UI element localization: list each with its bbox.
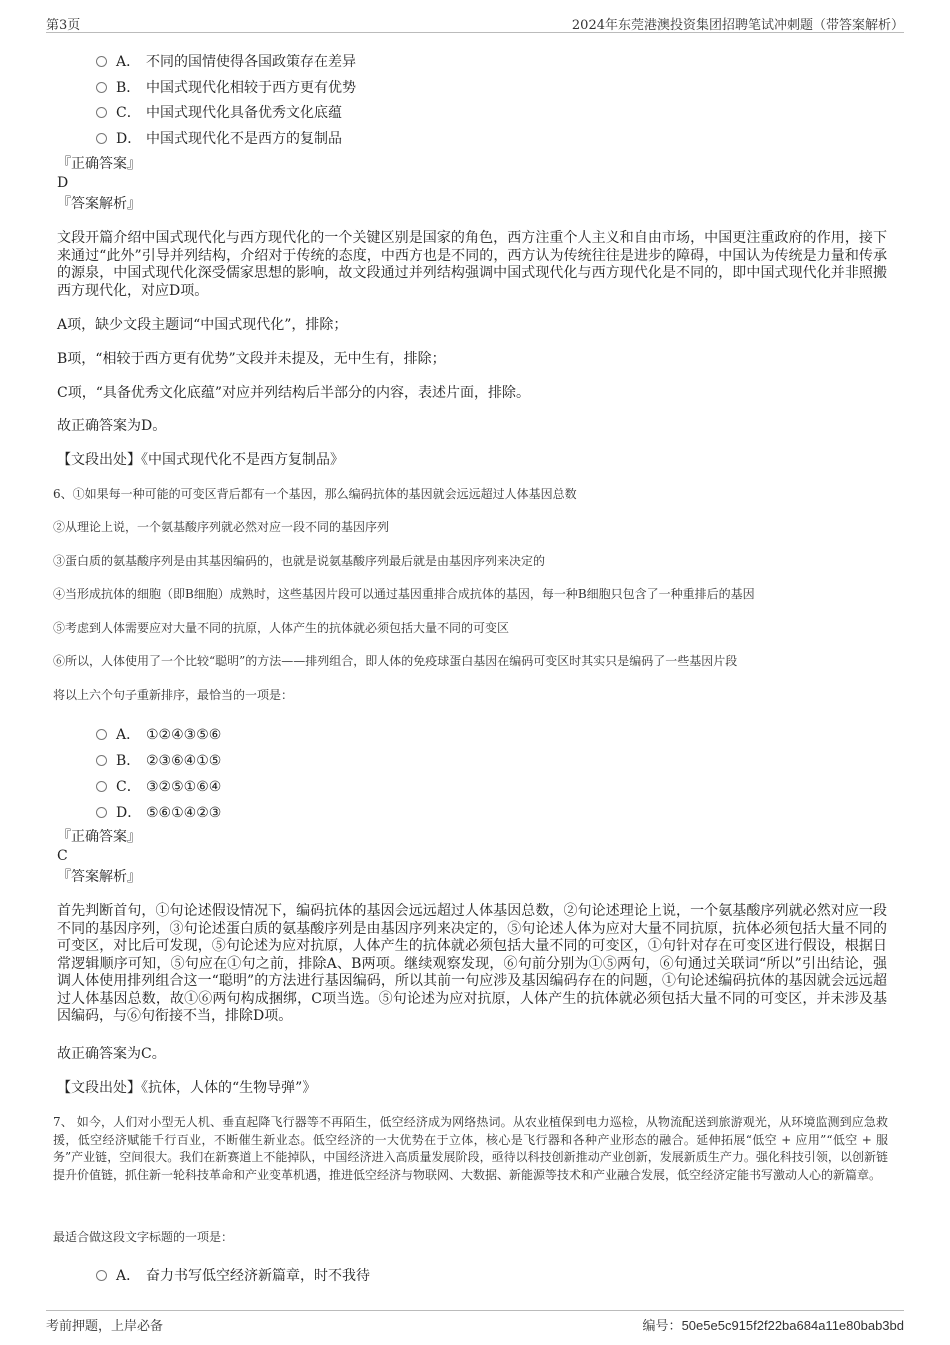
q5-answer: D	[57, 175, 69, 191]
footer-slogan: 考前押题，上岸必备	[46, 1319, 164, 1334]
page-number: 第3页	[46, 18, 81, 33]
q7-prompt: 最适合做这段文字标题的一项是：	[53, 1230, 234, 1244]
q5-note-c: C项，“具备优秀文化底蕴”对应并列结构后半部分的内容，表述片面，排除。	[57, 385, 531, 401]
q7-option-a[interactable]: A． 奋力书写低空经济新篇章，时不我待	[96, 1265, 370, 1285]
q6-option-c[interactable]: C． ③②⑤①⑥④	[96, 776, 221, 796]
q6-analysis: 首先判断首句，①句论述假设情况下，编码抗体的基因会远远超过人体基因总数，②句论述理论上说，一个氨基酸序列就必然对应一段不同的基因序列，③句论述蛋白质的氨基酸序列是由基因序列来决定的，⑤句论述人体为应对大量不同抗原，抗体必须包括大量不同的可变区，对比后可发现，⑤句论述为应对抗原，人体产生的抗体就必须包括大量不同的可变区，①句针对存在可变区进行假设，根据日常逻辑顺序可知，⑤句应在①句之前，排除A、B两项。继续观察发现，⑥句前分别为①⑤两句，⑥句通过关联词“所以”引出结论，强调人体使用排列组合这一“聪明”的方法进行基因编码，所以其前一句应涉及基因编码存在的问题，①句论述编码抗体的基因就会远远超过人体基因总数，故①⑥两句构成捆绑，C项当选。⑤句论述为应对抗原，人体产生的抗体就必须包括大量不同的可变区，并未涉及基因编码，与⑥句衔接不当，排除D项。	[57, 903, 887, 1024]
q5-analysis: 文段开篇介绍中国式现代化与西方现代化的一个关键区别是国家的角色，西方注重个人主义和自由市场，中国更注重政府的作用，接下来通过“此外”引导并列结构，介绍对于传统的态度，中西方也是不同的，西方认为传统往往是进步的障碍，中国认为传统是力量和传承的源泉，中国式现代化深受儒家思想的影响，故文段通过并列结构强调中国式现代化与西方现代化是不同的，即中国式现代化并非照搬西方现代化，对应D项。	[57, 230, 887, 299]
q6-sentence-1: 6、①如果每一种可能的可变区背后都有一个基因，那么编码抗体的基因就会远远超过人体基因总数	[53, 487, 577, 501]
q7-stem: 7、 如今，人们对小型无人机、垂直起降飞行器等不再陌生，低空经济成为网络热词。从农业植保到电力巡检，从物流配送到旅游观光，从环境监测到应急救援，低空经济赋能千行百业，不断催生新业态。低空经济的一大优势在于立体，核心是飞行器和各种产业形态的融合。延伸拓展“低空 + 应用”“低空 + 服务”产业链，空间很大。我们在新赛道上不能掉队，中国经济进入高质量发展阶段，亟待以科技创新推动产业创新，发展新质生产力。强化科技引领，以创新链提升价值链，抓住新一轮科技革命和产业变革机遇，推进低空经济与物联网、大数据、新能源等技术和产业融合发展，低空经济定能书写激动人心的新篇章。	[53, 1115, 888, 1182]
radio-icon[interactable]	[96, 56, 107, 67]
q6-sentence-6: ⑥所以，人体使用了一个比较“聪明”的方法——排列组合，即人体的免疫球蛋白基因在编码可变区时其实只是编码了一些基因片段	[53, 654, 738, 668]
q6-conclusion: 故正确答案为C。	[57, 1046, 166, 1062]
q6-sentence-4: ④当形成抗体的细胞（即B细胞）成熟时，这些基因片段可以通过基因重排合成抗体的基因，每一种B细胞只包含了一种重排后的基因	[53, 587, 755, 601]
radio-icon[interactable]	[96, 807, 107, 818]
q5-option-d[interactable]: D． 中国式现代化不是西方的复制品	[96, 128, 342, 148]
q5-note-a: A项，缺少文段主题词“中国式现代化”，排除；	[57, 317, 348, 333]
q6-option-a[interactable]: A． ①②④③⑤⑥	[96, 724, 221, 744]
q6-sentence-5: ⑤考虑到人体需要应对大量不同的抗原，人体产生的抗体就必须包括大量不同的可变区	[53, 621, 510, 635]
q6-prompt: 将以上六个句子重新排序，最恰当的一项是：	[53, 688, 294, 702]
radio-icon[interactable]	[96, 82, 107, 93]
q5-answer-label: 『正确答案』	[57, 156, 141, 172]
radio-icon[interactable]	[96, 729, 107, 740]
q6-option-d[interactable]: D． ⑤⑥①④②③	[96, 802, 221, 822]
q6-sentence-2: ②从理论上说，一个氨基酸序列就必然对应一段不同的基因序列	[53, 520, 390, 534]
q5-source: 【文段出处】《中国式现代化不是西方复制品》	[57, 452, 344, 468]
q5-option-b[interactable]: B． 中国式现代化相较于西方更有优势	[96, 77, 356, 97]
radio-icon[interactable]	[96, 107, 107, 118]
q6-sentence-3: ③蛋白质的氨基酸序列是由其基因编码的，也就是说氨基酸序列最后就是由基因序列来决定的	[53, 554, 546, 568]
document-title: 2024年东莞港澳投资集团招聘笔试冲刺题（带答案解析）	[571, 18, 904, 33]
q6-option-b[interactable]: B． ②③⑥④①⑤	[96, 750, 221, 770]
page-header	[46, 12, 904, 33]
q5-option-c[interactable]: C． 中国式现代化具备优秀文化底蕴	[96, 102, 342, 122]
document-code: 编号：50e5e5c915f2f22ba684a11e80bab3bd	[642, 1318, 904, 1334]
q6-analysis-label: 『答案解析』	[57, 869, 141, 885]
page-footer	[46, 1310, 904, 1333]
radio-icon[interactable]	[96, 781, 107, 792]
q5-analysis-label: 『答案解析』	[57, 196, 141, 212]
radio-icon[interactable]	[96, 755, 107, 766]
radio-icon[interactable]	[96, 1270, 107, 1281]
q5-conclusion: 故正确答案为D。	[57, 418, 167, 434]
q6-source: 【文段出处】《抗体，人体的“生物导弹”》	[57, 1080, 317, 1096]
radio-icon[interactable]	[96, 133, 107, 144]
q5-option-a[interactable]: A． 不同的国情使得各国政策存在差异	[96, 51, 356, 71]
q6-answer-label: 『正确答案』	[57, 829, 141, 845]
q5-note-b: B项，“相较于西方更有优势”文段并未提及，无中生有，排除；	[57, 351, 446, 367]
q6-answer: C	[57, 848, 68, 864]
